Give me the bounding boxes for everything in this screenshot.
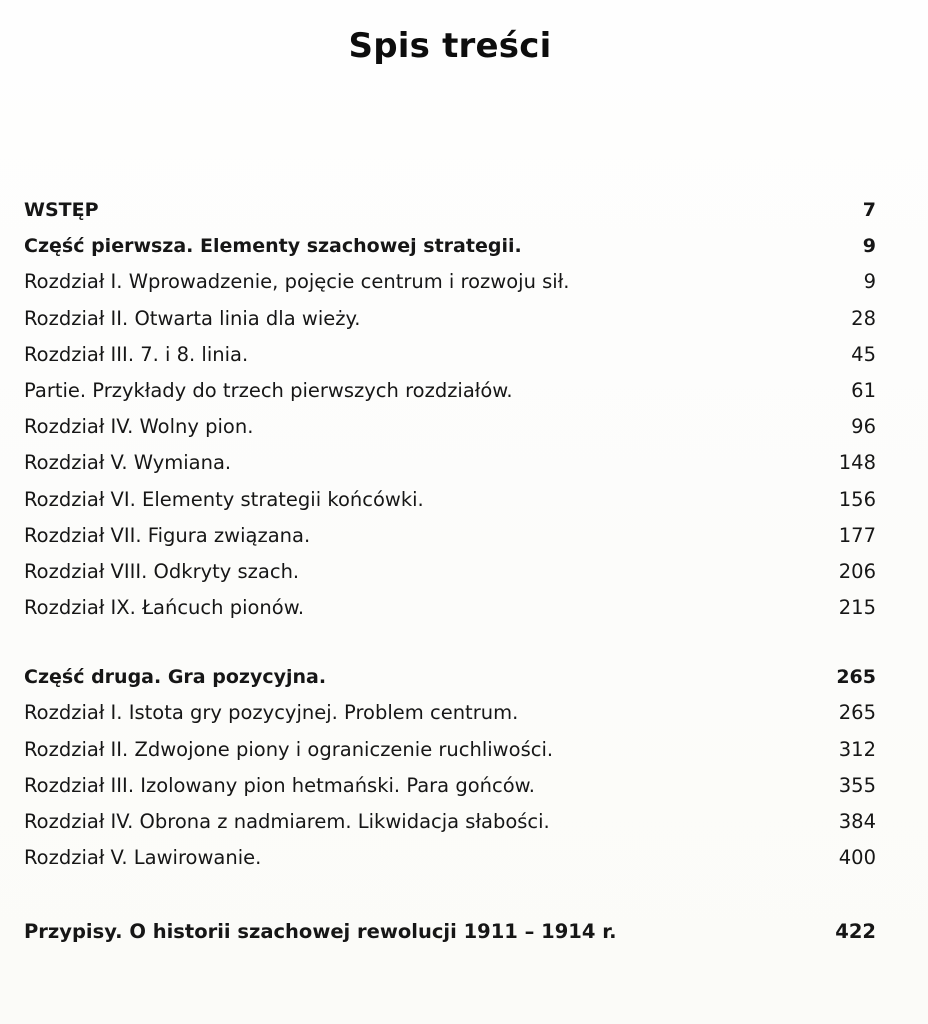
- toc-entry-label: Rozdział V. Wymiana.: [24, 451, 232, 475]
- section-spacer: [24, 626, 876, 659]
- toc-entry-page: 384: [838, 810, 876, 833]
- toc-entry-label: Rozdział II. Otwarta linia dla wieży.: [24, 306, 361, 330]
- toc-entry-label: Rozdział II. Zdwojone piony i ograniczenie ruchliwości.: [24, 737, 554, 761]
- toc-entry-label: Rozdział VII. Figura związana.: [24, 523, 311, 547]
- section-spacer: [24, 876, 876, 914]
- toc-entry: [24, 768, 876, 804]
- toc-entry: [24, 840, 876, 876]
- toc-entry-page: 9: [863, 270, 876, 294]
- toc-entry: [24, 914, 876, 950]
- table-of-contents: [24, 192, 876, 951]
- toc-entry: [24, 695, 876, 731]
- toc-entry: [24, 192, 876, 228]
- toc-entry-page: 177: [838, 523, 876, 547]
- toc-entry: [24, 264, 876, 300]
- toc-entry-page: 422: [835, 920, 876, 944]
- toc-entry-label: Rozdział VI. Elementy strategii końcówki.: [24, 487, 424, 511]
- toc-entry-label: Rozdział VIII. Odkryty szach.: [24, 559, 300, 583]
- toc-entry-label: Rozdział III. Izolowany pion hetmański. Para gońców.: [24, 773, 535, 797]
- toc-entry-label: Rozdział I. Istota gry pozycyjnej. Problem centrum.: [24, 701, 519, 725]
- toc-entry-label: Rozdział IX. Łańcuch pionów.: [24, 596, 305, 620]
- toc-entry: [24, 732, 876, 768]
- toc-entry-label: Część pierwsza. Elementy szachowej strategii.: [24, 235, 522, 258]
- page-title: Spis treści: [348, 26, 552, 66]
- toc-entry-label: WSTĘP: [24, 199, 99, 221]
- toc-entry-label: Rozdział III. 7. i 8. linia.: [24, 342, 249, 366]
- toc-entry-page: 9: [862, 235, 876, 258]
- toc-entry: [24, 659, 876, 695]
- toc-entry-page: 45: [851, 342, 876, 366]
- toc-entry-label: Rozdział V. Lawirowanie.: [24, 846, 262, 870]
- toc-entry-page: 156: [838, 487, 876, 511]
- toc-entry-page: 312: [838, 737, 876, 761]
- toc-entry-label: Rozdział IV. Obrona z nadmiarem. Likwidacja słabości.: [24, 810, 550, 833]
- toc-entry-label: Przypisy. O historii szachowej rewolucji 1911 – 1914 r.: [24, 920, 617, 944]
- toc-entry-page: 96: [851, 415, 876, 439]
- toc-entry: [24, 337, 876, 373]
- toc-entry-page: 355: [838, 773, 876, 797]
- toc-entry: [24, 518, 876, 554]
- toc-entry-page: 7: [862, 199, 876, 221]
- toc-entry: [24, 554, 876, 590]
- toc-entry: [24, 409, 876, 445]
- toc-entry: [24, 228, 876, 264]
- toc-entry-page: 61: [851, 378, 876, 402]
- toc-entry: [24, 373, 876, 409]
- toc-entry: [24, 445, 876, 481]
- toc-entry-label: Rozdział IV. Wolny pion.: [24, 415, 254, 439]
- toc-entry-page: 265: [838, 701, 876, 725]
- toc-entry-page: 206: [838, 559, 876, 583]
- toc-entry-page: 215: [838, 596, 876, 620]
- toc-entry-page: 400: [838, 846, 876, 870]
- toc-entry: [24, 301, 876, 337]
- toc-entry: [24, 590, 876, 626]
- toc-entry-page: 265: [836, 666, 876, 689]
- toc-entry: [24, 482, 876, 518]
- toc-entry: [24, 804, 876, 840]
- toc-entry-label: Rozdział I. Wprowadzenie, pojęcie centrum i rozwoju sił.: [24, 270, 570, 294]
- toc-entry-label: Część druga. Gra pozycyjna.: [24, 666, 327, 689]
- toc-entry-label: Partie. Przykłady do trzech pierwszych rozdziałów.: [24, 378, 513, 402]
- toc-entry-page: 28: [851, 306, 876, 330]
- toc-entry-page: 148: [838, 451, 876, 475]
